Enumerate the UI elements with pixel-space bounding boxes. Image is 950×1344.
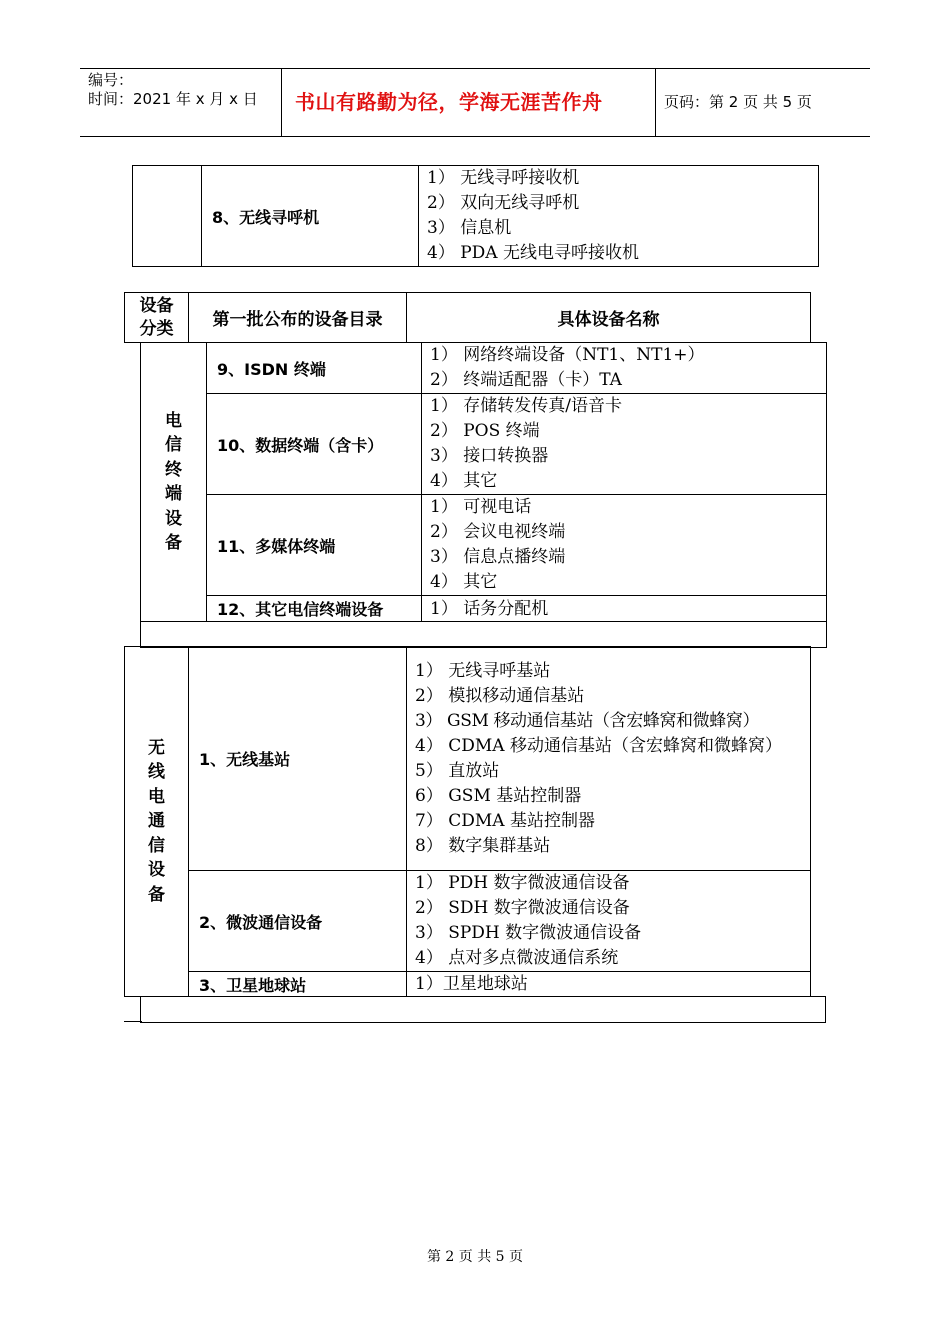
list-item: 2） 会议电视终端 <box>430 522 566 542</box>
empty-row <box>141 997 826 1023</box>
device-list <box>422 495 827 596</box>
category-char: 通 <box>148 811 165 832</box>
catalog-item-name: 11、多媒体终端 <box>207 495 422 596</box>
list-item: 1） 存储转发传真/语音卡 <box>430 396 622 416</box>
category-char: 终 <box>165 459 182 480</box>
table-header-row <box>125 293 811 343</box>
page-indicator: 页码：第 2 页 共 5 页 <box>664 93 812 111</box>
catalog-item-name: 10、数据终端（含卡） <box>207 394 422 495</box>
list-item: 4） CDMA 移动通信基站（含宏蜂窝和微蜂窝） <box>415 735 782 756</box>
category-telecom-terminal <box>141 343 207 622</box>
table-row <box>141 596 827 622</box>
category-char: 端 <box>165 484 182 504</box>
list-item: 4） 其它 <box>430 471 498 491</box>
category-char: 备 <box>148 884 165 905</box>
stray-rule <box>124 1021 142 1022</box>
category-radio-equipment <box>125 647 189 997</box>
category-char: 线 <box>148 762 165 783</box>
list-item: 1） 无线寻呼基站 <box>415 660 551 681</box>
catalog-item-name: 2、微波通信设备 <box>189 871 407 972</box>
list-item: 4） 点对多点微波通信系统 <box>415 948 619 968</box>
trailing-empty-table <box>140 996 826 1023</box>
list-item: 5） 直放站 <box>415 760 500 781</box>
table-row <box>125 871 811 972</box>
table-row <box>141 343 827 394</box>
list-item: 4） PDA 无线电寻呼接收机 <box>427 243 639 263</box>
list-item: 1） 话务分配机 <box>430 598 549 619</box>
list-item: 1） PDH 数字微波通信设备 <box>415 873 630 893</box>
column-header-table <box>124 292 811 343</box>
list-item: 2） 模拟移动通信基站 <box>415 685 585 706</box>
table-row <box>125 972 811 997</box>
category-cell-empty <box>133 166 202 267</box>
table-spacer-row <box>141 622 827 648</box>
list-item: 2） POS 终端 <box>430 421 540 441</box>
list-item: 8） 数字集群基站 <box>415 835 551 856</box>
header-divider <box>655 68 656 136</box>
list-item: 1） 无线寻呼接收机 <box>427 168 580 188</box>
device-list <box>419 166 819 267</box>
table-row <box>125 647 811 871</box>
list-item: 1） 可视电话 <box>430 497 532 517</box>
list-item: 3） GSM 移动通信基站（含宏蜂窝和微蜂窝） <box>415 710 760 731</box>
catalog-item-name: 8、无线寻呼机 <box>202 166 419 267</box>
header-bottom-rule <box>80 136 870 137</box>
list-item: 3） 信息机 <box>427 218 512 238</box>
category-char: 电 <box>148 786 165 807</box>
catalog-item-name: 12、其它电信终端设备 <box>207 596 422 622</box>
column-header-device-names: 具体设备名称 <box>407 293 811 343</box>
list-item: 1） 网络终端设备（NT1、NT1+） <box>430 345 705 365</box>
category-char: 设 <box>165 508 182 529</box>
catalog-item-name: 9、ISDN 终端 <box>207 343 422 394</box>
table-row <box>141 495 827 596</box>
category-char: 设 <box>148 860 165 881</box>
category-char: 备 <box>165 533 182 553</box>
page-footer: 第 2 页 共 5 页 <box>426 1249 524 1265</box>
catalog-item-name: 3、卫星地球站 <box>189 972 407 997</box>
device-list <box>407 647 811 871</box>
category-char: 信 <box>165 435 182 455</box>
device-list <box>422 596 827 622</box>
list-item: 6） GSM 基站控制器 <box>415 785 582 806</box>
empty-row <box>141 622 827 648</box>
category-char: 无 <box>148 737 165 758</box>
radio-equipment-table <box>124 646 811 997</box>
device-list <box>422 343 827 394</box>
list-item: 7） CDMA 基站控制器 <box>415 810 595 831</box>
list-item: 2） SDH 数字微波通信设备 <box>415 898 630 918</box>
list-item: 1）卫星地球站 <box>415 974 528 994</box>
list-item: 2） 双向无线寻呼机 <box>427 193 580 213</box>
continued-table <box>132 165 819 267</box>
list-item: 3） SPDH 数字微波通信设备 <box>415 923 642 943</box>
header-motto: 书山有路勤为径，学海无涯苦作舟 <box>295 90 603 114</box>
list-item: 3） 接口转换器 <box>430 446 549 466</box>
device-list <box>407 871 811 972</box>
list-item: 3） 信息点播终端 <box>430 547 566 567</box>
header-top-rule <box>80 68 870 69</box>
telecom-terminal-table <box>140 342 827 648</box>
header-text: 分类 <box>139 318 174 339</box>
header-divider <box>281 68 282 136</box>
column-header-category <box>125 293 189 343</box>
table-row <box>133 166 819 267</box>
category-char: 信 <box>148 835 165 856</box>
column-header-catalog: 第一批公布的设备目录 <box>189 293 407 343</box>
device-list <box>422 394 827 495</box>
document-date-label: 时间：2021 年 x 月 x 日 <box>88 90 258 108</box>
list-item: 4） 其它 <box>430 572 498 592</box>
catalog-item-name: 1、无线基站 <box>189 647 407 871</box>
device-list <box>407 972 811 997</box>
document-number-label: 编号： <box>88 71 134 89</box>
table-spacer-row <box>141 997 826 1023</box>
list-item: 2） 终端适配器（卡）TA <box>430 370 622 390</box>
category-char: 电 <box>165 410 182 431</box>
table-row <box>141 394 827 495</box>
header-text: 设备 <box>139 295 174 316</box>
